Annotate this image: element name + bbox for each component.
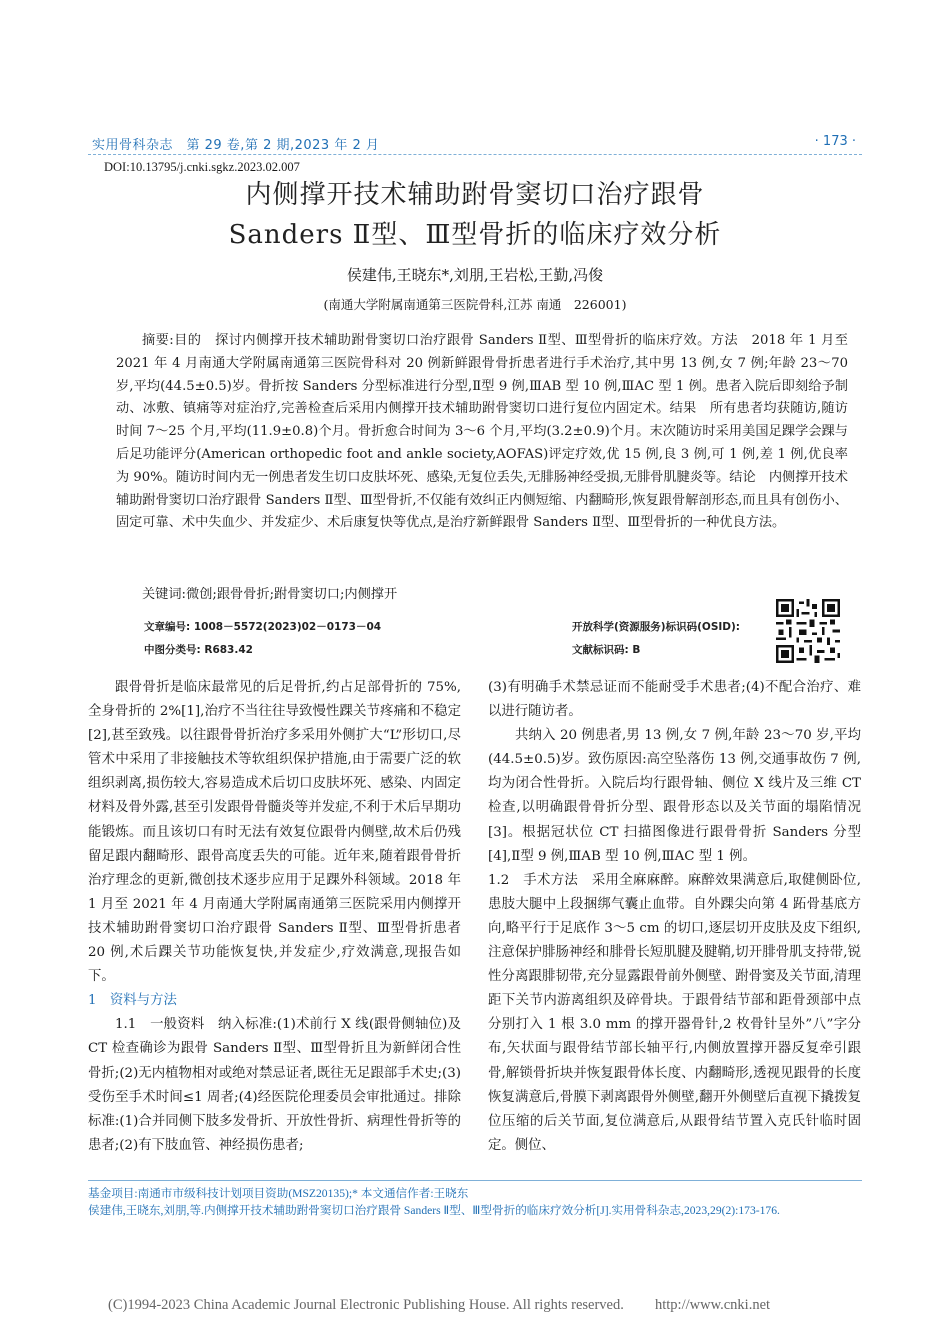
intro-paragraph: 跟骨骨折是临床最常见的后足骨折,约占足部骨折的 75%,全身骨折的 2%[1],治疗不当往往导致慢性踝关节疼痛和不稳定[2],甚至致残。以往跟骨骨折治疗多采用外侧扩大“L”形切口,尽管术中采用了非接触技术等软组织保护措施,由于需要广泛的软组织剥离,损伤较大,容易造成术后切口皮肤坏死、感染、内固定材料及骨外露,甚至引发跟骨骨髓炎等并发症,不利于术后早期功能锻炼。而且该切口有时无法有效复位跟骨内侧壁,故术后仍残留足跟内翻畸形、跟骨高度丢失的可能。近年来,随着跟骨骨折治疗理念的更新,微创技术逐步应用于足踝外科领域。2018 年 1 月至 2021 年 4 月南通大学附属南通第三医院采用内侧撑开技术辅助跗骨窦切口治疗跟骨 Sanders Ⅱ型、Ⅲ型骨折患者 20 例,术后踝关节功能恢复快,并发症少,疗效满意,现报告如下。 bbox=[88, 680, 461, 985]
qr-code-icon[interactable] bbox=[776, 599, 840, 663]
fund-footnote: 基金项目:南通市市级科技计划项目资助(MSZ20135);* 本文通信作者:王晓东 bbox=[88, 1187, 469, 1200]
journal-header: 实用骨科杂志 第 29 卷,第 2 期,2023 年 2 月 bbox=[92, 138, 380, 153]
page-number: · 173 · bbox=[814, 134, 856, 149]
body-column-left bbox=[88, 676, 461, 1158]
article-title-line1: 内侧撑开技术辅助跗骨窦切口治疗跟骨 bbox=[245, 180, 705, 210]
criteria-continuation: (3)有明确手术禁忌证而不能耐受手术患者;(4)不配合治疗、难以进行随访者。 bbox=[488, 680, 861, 720]
article-title-line2: Sanders Ⅱ型、Ⅲ型骨折的临床疗效分析 bbox=[228, 220, 722, 250]
section-heading-methods: 1 资料与方法 bbox=[88, 993, 177, 1009]
subsection-general-data: 1.1 一般资料 纳入标准:(1)术前行 X 线(跟骨侧轴位)及 CT 检查确诊为跟骨 Sanders Ⅱ型、Ⅲ型骨折且为新鲜闭合性骨折;(2)无内植物相对或绝对禁忌证者,既往无足跟部手术史;(3)受伤至手术时间≤1 周者;(4)经医院伦理委员会审批通过。排除标准:(1)合并同侧下肢多发骨折、开放性骨折、病理性骨折等的患者;(2)有下肢血管、神经损伤患者; bbox=[88, 1017, 461, 1153]
subsection-surgical-method: 1.2 手术方法 采用全麻麻醉。麻醉效果满意后,取健侧卧位,患肢大腿中上段捆绑气囊止血带。自外踝尖向第 4 跖骨基底方向,略平行于足底作 3～5 cm 的切口,逐层切开皮肤及皮下组织,注意保护腓肠神经和腓骨长短肌腱及腱鞘,切开腓骨肌支持带,锐性分离跟腓韧带,充分显露跟骨前外侧壁、跗骨窦及关节面,清理距下关节内游离组织及碎骨块。于跟骨结节部和距骨颈部中点分别打入 1 根 3.0 mm 的撑开器骨针,2 枚骨针呈外”八”字分布,矢状面与跟骨结节部长轴平行,内侧放置撑开器反复牵引跟骨,解锁骨折块并恢复跟骨体长度、内翻畸形,透视见跟骨的长度恢复满意后,骨膜下剥离跟骨外侧壁,翻开外侧壁后直视下撬拨复位压缩的后关节面,复位满意后,从跟骨结节置入克氏针临时固定。侧位、 bbox=[488, 872, 861, 1153]
cnki-link[interactable]: http://www.cnki.net bbox=[655, 1297, 771, 1313]
osid-label: 开放科学(资源服务)标识码(OSID): bbox=[572, 621, 741, 633]
abstract bbox=[116, 330, 848, 535]
header-divider bbox=[88, 154, 862, 155]
copyright-notice: (C)1994-2023 China Academic Journal Electronic Publishing House. All rights reserved. bbox=[108, 1297, 624, 1313]
doi: DOI:10.13795/j.cnki.sgkz.2023.02.007 bbox=[104, 160, 300, 174]
authors: 侯建伟,王晓东*,刘朋,王岩松,王勤,冯俊 bbox=[346, 266, 604, 284]
article-number: 文章编号: 1008－5572(2023)02－0173－04 bbox=[144, 621, 382, 633]
footnote-divider bbox=[88, 1180, 862, 1181]
clc-number: 中图分类号: R683.42 bbox=[144, 644, 253, 656]
patients-paragraph: 共纳入 20 例患者,男 13 例,女 7 例,年龄 23～70 岁,平均(44.5±0.5)岁。致伤原因:高空坠落伤 13 例,交通事故伤 7 例,均为闭合性骨折。入院后均行跟骨轴、侧位 X 线片及三维 CT 检查,以明确跟骨骨折分型、跟骨形态以及关节面的塌陷情况[3]。根据冠状位 CT 扫描图像进行跟骨骨折 Sanders 分型[4],Ⅱ型 9 例,ⅢAB 型 10 例,ⅢAC 型 1 例。 bbox=[488, 728, 861, 864]
body-column-right bbox=[488, 676, 861, 1158]
document-code: 文献标识码: B bbox=[572, 644, 641, 656]
affiliation: (南通大学附属南通第三医院骨科,江苏 南通 226001) bbox=[323, 297, 627, 312]
abstract-text: 摘要:目的 探讨内侧撑开技术辅助跗骨窦切口治疗跟骨 Sanders Ⅱ型、Ⅲ型骨折的临床疗效。方法 2018 年 1 月至 2021 年 4 月南通大学附属南通第三医院骨科对 20 例新鲜跟骨骨折患者进行手术治疗,其中男 13 例,女 7 例;年龄 23～70 岁,平均(44.5±0.5)岁。骨折按 Sanders 分型标准进行分型,Ⅱ型 9 例,ⅢAB 型 10 例,ⅢAC 型 1 例。患者入院后即刻给予制动、冰敷、镇痛等对症治疗,完善检查后采用内侧撑开技术辅助跗骨窦切口进行复位内固定术。结果 所有患者均获随访,随访时间 7～25 个月,平均(11.9±0.8)个月。骨折愈合时间为 3～6 个月,平均(3.2±0.9)个月。末次随访时采用美国足踝学会踝与后足功能评分(American orthopedic foot and ankle society,AOFAS)评定疗效,优 15 例,良 3 例,可 1 例,差 1 例,优良率为 90%。随访时间内无一例患者发生切口皮肤坏死、感染,无复位丢失,无腓肠神经受损,无腓骨肌腱炎等。结论 内侧撑开技术辅助跗骨窦切口治疗跟骨 Sanders Ⅱ型、Ⅲ型骨折,不仅能有效纠正内侧短缩、内翻畸形,恢复跟骨解剖形态,而且具有创伤小、固定可靠、术中失血少、并发症少、术后康复快等优点,是治疗新鲜跟骨 Sanders Ⅱ型、Ⅲ型骨折的一种优良方法。 bbox=[116, 333, 848, 531]
keywords: 关键词:微创;跟骨骨折;跗骨窦切口;内侧撑开 bbox=[142, 587, 398, 602]
citation-footnote: 侯建伟,王晓东,刘朋,等.内侧撑开技术辅助跗骨窦切口治疗跟骨 Sanders Ⅱ型、Ⅲ型骨折的临床疗效分析[J].实用骨科杂志,2023,29(2):173-176. bbox=[88, 1204, 780, 1217]
